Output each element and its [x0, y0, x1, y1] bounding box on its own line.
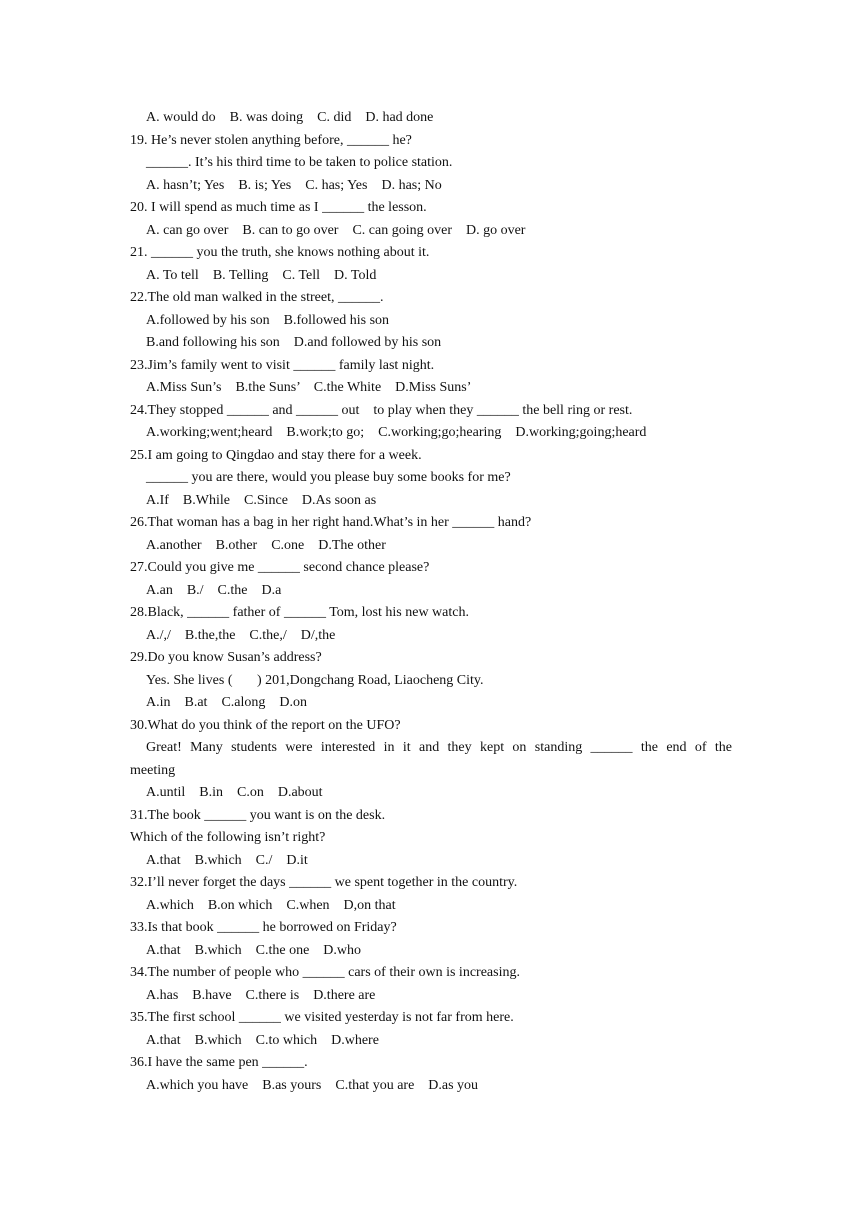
question-29: 29.Do you know Susan’s address?	[130, 650, 322, 665]
options-19: A. hasn’t; Yes B. is; Yes C. has; Yes D. has; No	[146, 177, 442, 193]
options-30: A.until B.in C.on D.about	[146, 785, 323, 800]
options-23: A.Miss Sun’s B.the Suns’ C.the White D.Miss Suns’	[146, 380, 472, 395]
question-29-answer: Yes. She lives ( ) 201,Dongchang Road, Liaocheng City.	[146, 672, 484, 688]
question-30-answer-continued: meeting	[130, 762, 176, 778]
question-25: 25.I am going to Qingdao and stay there for a week.	[130, 447, 422, 463]
options-33: A.that B.which C.the one D.who	[146, 942, 362, 958]
options-28: A./,/ B.the,the C.the,/ D/,the	[146, 627, 336, 643]
question-23: 23.Jim’s family went to visit ______ family last night.	[130, 357, 435, 373]
question-33: 33.Is that book ______ he borrowed on Friday?	[130, 920, 397, 935]
question-19: 19. He’s never stolen anything before, ______ he?	[130, 132, 412, 148]
question-30-answer: Great! Many students were interested in it and they kept on standing ______ the end of the	[146, 740, 732, 755]
question-21: 21. ______ you the truth, she knows nothing about it.	[130, 245, 430, 260]
options-22-a: A.followed by his son B.followed his son	[146, 312, 390, 328]
options-35: A.that B.which C.to which D.where	[146, 1032, 379, 1048]
question-24: 24.They stopped ______ and ______ out to play when they ______ the bell ring or rest.	[130, 402, 633, 418]
options-31: A.that B.which C./ D.it	[146, 852, 308, 868]
options-27: A.an B./ C.the D.a	[146, 582, 282, 598]
options-18: A. would do B. was doing C. did D. had done	[146, 110, 434, 125]
question-34: 34.The number of people who ______ cars of their own is increasing.	[130, 965, 520, 980]
options-25: A.If B.While C.Since D.As soon as	[146, 492, 377, 508]
options-21: A. To tell B. Telling C. Tell D. Told	[146, 267, 377, 283]
question-31: 31.The book ______ you want is on the desk.	[130, 807, 386, 823]
question-25-continued: ______ you are there, would you please buy some books for me?	[146, 470, 511, 485]
options-29: A.in B.at C.along D.on	[146, 695, 307, 710]
options-36: A.which you have B.as yours C.that you are D.as you	[146, 1077, 479, 1093]
options-26: A.another B.other C.one D.The other	[146, 537, 386, 553]
answer-line-19: ______. It’s his third time to be taken to police station.	[146, 155, 453, 170]
options-34: A.has B.have C.there is D.there are	[146, 987, 376, 1003]
options-20: A. can go over B. can to go over C. can going over D. go over	[146, 222, 526, 238]
options-22-b: B.and following his son D.and followed by his son	[146, 335, 442, 350]
question-36: 36.I have the same pen ______.	[130, 1055, 308, 1070]
question-28: 28.Black, ______ father of ______ Tom, lost his new watch.	[130, 605, 469, 620]
question-list	[130, 107, 732, 1097]
question-22: 22.The old man walked in the street, ______.	[130, 290, 384, 305]
question-27: 27.Could you give me ______ second chance please?	[130, 560, 430, 575]
question-20: 20. I will spend as much time as I ______ the lesson.	[130, 200, 427, 215]
question-35: 35.The first school ______ we visited yesterday is not far from here.	[130, 1010, 514, 1025]
question-26: 26.That woman has a bag in her right hand.What’s in her ______ hand?	[130, 515, 532, 530]
options-24: A.working;went;heard B.work;to go; C.working;go;hearing D.working;going;heard	[146, 425, 647, 440]
question-30: 30.What do you think of the report on the UFO?	[130, 717, 401, 733]
question-31-prompt: Which of the following isn’t right?	[130, 830, 326, 845]
question-32: 32.I’ll never forget the days ______ we spent together in the country.	[130, 875, 518, 890]
options-32: A.which B.on which C.when D,on that	[146, 897, 396, 913]
